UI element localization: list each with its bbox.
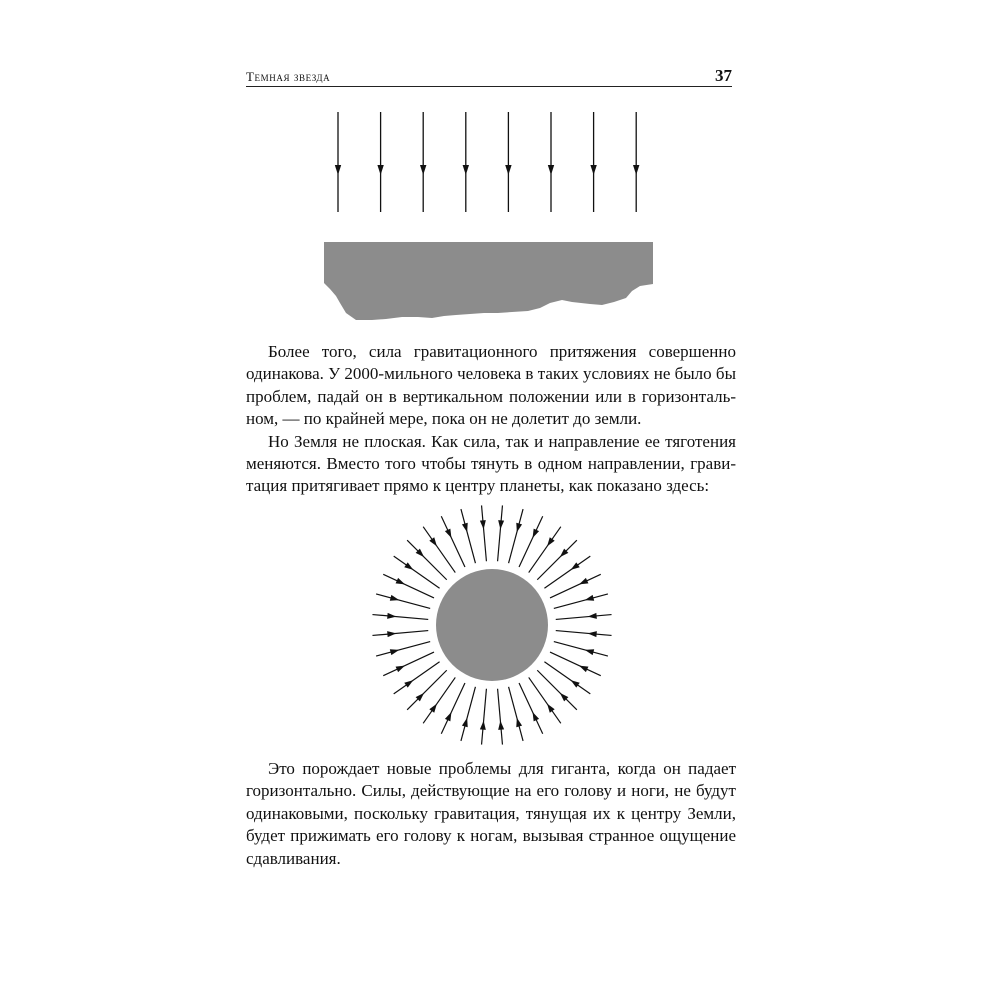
arrow-shaft: [537, 540, 577, 580]
flat-gravity-arrow: [335, 112, 341, 212]
radial-gravity-arrow: [441, 516, 465, 567]
arrow-shaft: [550, 574, 601, 598]
radial-gravity-arrow: [554, 642, 608, 656]
arrow-head: [571, 562, 580, 570]
arrow-shaft: [554, 642, 608, 656]
arrow-head: [579, 666, 588, 673]
running-title: Темная звезда: [246, 69, 331, 84]
text-block-bottom: [246, 758, 736, 870]
flat-gravity-arrow: [420, 112, 426, 212]
arrow-shaft: [441, 683, 465, 734]
radial-gravity-arrow: [498, 689, 505, 745]
radial-gravity-arrow: [519, 516, 543, 567]
running-head: [246, 66, 732, 86]
arrow-head: [585, 595, 594, 601]
radial-gravity-arrow: [550, 574, 601, 598]
text-line: меняются. Вместо того чтобы тянуть в одном направлении, грави-: [246, 454, 736, 474]
arrow-shaft: [519, 683, 543, 734]
arrow-head: [390, 649, 399, 655]
arrow-shaft: [519, 516, 543, 567]
radial-gravity-arrow: [461, 687, 475, 741]
arrow-head: [390, 595, 399, 601]
arrow-head: [516, 718, 522, 727]
radial-gravity-arrow: [407, 670, 447, 710]
radial-gravity-arrow: [480, 505, 487, 561]
text-line: Но Земля не плоская. Как сила, так и направление ее тяготения: [268, 431, 736, 451]
radial-gravity-arrow: [372, 631, 428, 638]
arrow-shaft: [372, 615, 428, 620]
radial-gravity-arrow: [509, 509, 523, 563]
radial-gravity-figure: [0, 500, 1000, 755]
arrow-head: [548, 165, 554, 175]
arrow-head: [480, 721, 486, 730]
arrow-head: [498, 520, 504, 529]
flat-gravity-arrow: [633, 112, 639, 212]
arrow-head: [590, 165, 596, 175]
arrow-shaft: [383, 574, 434, 598]
flat-gravity-figure: [0, 100, 1000, 330]
header-rule: [246, 86, 732, 87]
text-line: одинакова. У 2000-мильного человека в таких условиях не было бы: [246, 364, 736, 384]
arrow-shaft: [554, 594, 608, 608]
text-line: проблем, падай он в вертикальном положении или в горизонталь-: [246, 386, 736, 406]
arrow-shaft: [482, 689, 487, 745]
arrow-shaft: [372, 631, 428, 636]
flat-gravity-arrow: [505, 112, 511, 212]
arrow-head: [588, 631, 597, 637]
radial-gravity-arrow: [554, 594, 608, 608]
arrow-shaft: [407, 670, 447, 710]
text-line: будет прижимать его голову к ногам, вызывая странное ощущение: [246, 826, 736, 846]
arrow-head: [516, 523, 522, 532]
arrow-head: [480, 520, 486, 529]
arrow-shaft: [461, 509, 475, 563]
arrow-head: [579, 578, 588, 585]
arrow-shaft: [550, 652, 601, 676]
text-line: ном, — по крайней мере, пока он не долетит до земли.: [246, 409, 642, 429]
flat-gravity-arrows: [335, 112, 640, 212]
arrow-head: [335, 165, 341, 175]
radial-gravity-arrow: [383, 574, 434, 598]
arrow-shaft: [482, 505, 487, 561]
radial-gravity-arrow: [556, 613, 612, 620]
arrow-head: [588, 613, 597, 619]
radial-gravity-arrow: [537, 670, 577, 710]
arrow-head: [404, 680, 413, 688]
arrow-head: [387, 631, 396, 637]
arrow-head: [420, 165, 426, 175]
arrow-head: [571, 680, 580, 688]
arrow-head: [445, 712, 452, 721]
arrow-shaft: [537, 670, 577, 710]
arrow-shaft: [498, 505, 503, 561]
arrow-head: [445, 529, 452, 538]
arrow-head: [396, 666, 405, 673]
text-line: сдавливания.: [246, 848, 341, 868]
radial-gravity-arrow: [376, 642, 430, 656]
arrow-head: [585, 649, 594, 655]
paragraph: [246, 341, 736, 431]
arrow-shaft: [556, 631, 612, 636]
flat-gravity-arrow: [590, 112, 596, 212]
arrow-head: [462, 718, 468, 727]
paragraph: [246, 431, 736, 498]
radial-gravity-arrow: [509, 687, 523, 741]
arrow-head: [547, 704, 555, 713]
radial-gravity-arrow: [376, 594, 430, 608]
arrow-head: [633, 165, 639, 175]
text-line: Более того, сила гравитационного притяжения совершенно: [268, 342, 736, 361]
radial-gravity-arrow: [550, 652, 601, 676]
radial-gravity-arrow: [407, 540, 447, 580]
arrow-head: [404, 562, 413, 570]
flat-ground-shape: [324, 242, 653, 320]
flat-gravity-arrow: [548, 112, 554, 212]
arrow-head: [387, 613, 396, 619]
arrow-head: [547, 537, 555, 546]
text-line: одинаковыми, поскольку гравитация, тянущая их к центру Земли,: [246, 803, 736, 823]
arrow-shaft: [498, 689, 503, 745]
arrow-shaft: [376, 594, 430, 608]
radial-gravity-arrow: [461, 509, 475, 563]
arrow-head: [498, 721, 504, 730]
arrow-shaft: [461, 687, 475, 741]
radial-gravity-arrow: [537, 540, 577, 580]
arrow-shaft: [441, 516, 465, 567]
radial-gravity-arrow: [480, 689, 487, 745]
page-number: 37: [715, 66, 732, 85]
arrow-head: [533, 712, 540, 721]
radial-gravity-arrow: [498, 505, 505, 561]
arrow-head: [533, 529, 540, 538]
radial-gravity-arrow: [372, 613, 428, 620]
radial-gravity-arrow: [383, 652, 434, 676]
text-line: горизонтально. Силы, действующие на его голову и ноги, не будут: [246, 781, 736, 801]
arrow-head: [377, 165, 383, 175]
paragraph: [246, 758, 736, 870]
arrow-shaft: [556, 615, 612, 620]
arrow-head: [396, 578, 405, 585]
arrow-head: [463, 165, 469, 175]
radial-gravity-arrow: [556, 631, 612, 638]
arrow-head: [462, 523, 468, 532]
flat-gravity-arrow: [463, 112, 469, 212]
arrow-shaft: [509, 509, 523, 563]
flat-gravity-arrow: [377, 112, 383, 212]
arrow-shaft: [376, 642, 430, 656]
radial-gravity-arrow: [441, 683, 465, 734]
planet-circle: [436, 569, 548, 681]
text-block-top: [246, 341, 736, 498]
text-line: тация притягивает прямо к центру планеты, как показано здесь:: [246, 476, 710, 496]
arrow-shaft: [383, 652, 434, 676]
arrow-shaft: [509, 687, 523, 741]
text-line: Это порождает новые проблемы для гиганта, когда он падает: [268, 759, 736, 778]
arrow-shaft: [407, 540, 447, 580]
arrow-head: [429, 537, 437, 546]
arrow-head: [505, 165, 511, 175]
radial-gravity-arrow: [519, 683, 543, 734]
arrow-head: [429, 704, 437, 713]
